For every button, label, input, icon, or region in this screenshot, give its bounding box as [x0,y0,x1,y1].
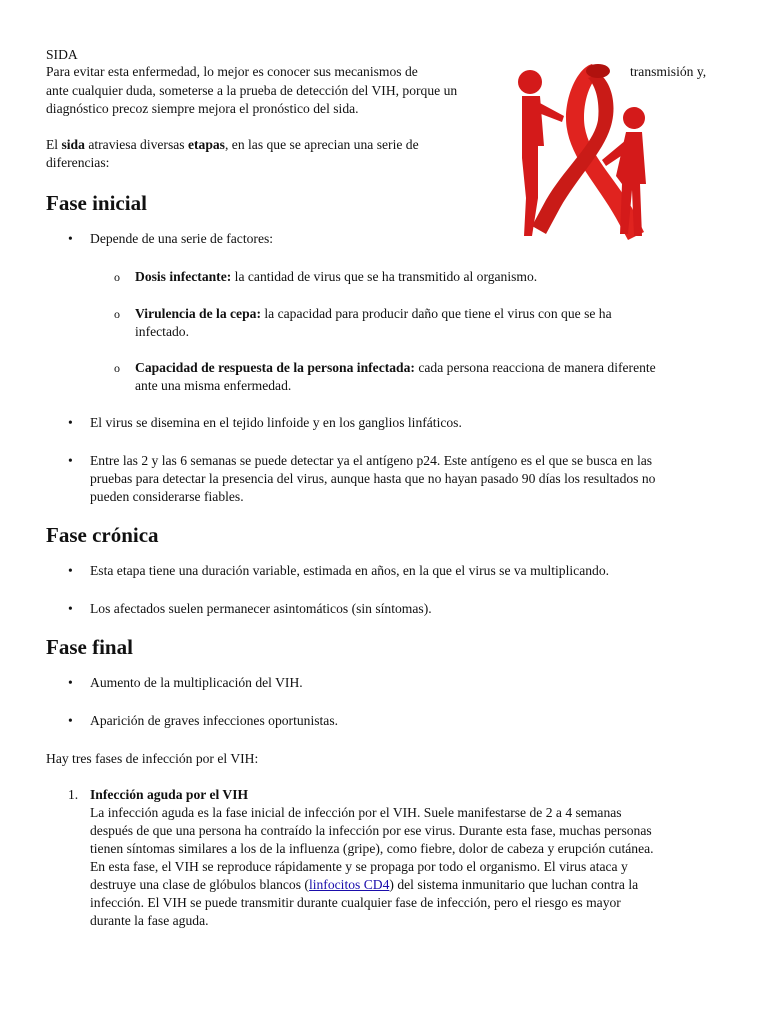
sub-item-text-2: ante una misma enfermedad. [135,378,292,393]
p2-text-c: atraviesa diversas [84,137,188,152]
p2-bold-sida: sida [61,137,85,152]
p2-text-a: El [46,137,62,152]
list-item [46,452,722,506]
figure-right-head [623,107,645,129]
sub-item-text: cada persona reacciona de manera diferente [414,360,656,375]
numbered-item [46,786,722,930]
intro-line-2: ante cualquier duda, someterse a la prueba de detección del VIH, porque un [46,83,458,98]
numbered-item-title: Infección aguda por el VIH [90,787,249,802]
intro-line-3: diagnóstico precoz siempre mejora el pronóstico del sida. [46,101,359,116]
sub-item-label: Virulencia de la cepa: [135,306,261,321]
intro-paragraph-2-line-2: diferencias: [46,155,110,170]
sub-item-label: Dosis infectante: [135,269,232,284]
bullet-icon: • [68,231,73,246]
list-item-text: Entre las 2 y las 6 semanas se puede detectar ya el antígeno p24. Este antígeno es el que se busca en las [90,453,653,468]
circle-bullet-icon: o [114,270,120,284]
bullet-icon: • [68,601,73,616]
p2-bold-etapas: etapas [187,137,225,152]
list-item-text-2: pruebas para detectar la presencia del virus, aunque hasta que no hayan pasado 90 días los resultados no [90,471,656,486]
numbered-item-line: después de que una persona ha contraído la infección por ese virus. Durante esta fase, muchas personas [90,823,652,838]
list-item [46,600,722,618]
bullet-icon: • [68,713,73,728]
sub-list-item [46,359,722,395]
numbered-item-line: destruye una clase de glóbulos blancos ( [90,877,309,892]
sub-item-text: la capacidad para producir daño que tiene el virus con que se ha [260,306,612,321]
list-item [46,562,722,580]
list-item [46,414,722,432]
list-item-text: Aparición de graves infecciones oportunistas. [90,713,339,728]
numbered-item-line: La infección aguda es la fase inicial de infección por el VIH. Suele manifestarse de 2 a 4 semanas [90,805,622,820]
list-item-text: Depende de una serie de factores: [90,231,274,246]
item-number: 1. [68,787,79,802]
numbered-item-line: En esta fase, el VIH se reproduce rápidamente y se propaga por todo el organismo. El virus ataca y [90,859,628,874]
heading-fase-inicial: Fase inicial [46,191,147,215]
sub-list-item [46,268,722,286]
ribbon-loop [586,64,610,78]
bullet-icon: • [68,415,73,430]
list-item [46,674,722,692]
circle-bullet-icon: o [114,307,120,321]
sub-item-text: la cantidad de virus que se ha transmitido al organismo. [231,269,538,284]
numbered-item-line: durante la fase aguda. [90,913,209,928]
list-item [46,712,722,730]
circle-bullet-icon: o [114,361,120,375]
list-item-text: Esta etapa tiene una duración variable, estimada en años, en la que el virus se va multiplicando. [90,563,610,578]
p2-text-e: , en las que se aprecian una serie de [224,137,419,152]
intro-line-1-left: Para evitar esta enfermedad, lo mejor es conocer sus mecanismos de [46,64,418,79]
bullet-icon: • [68,675,73,690]
red-ribbon-figures-image [504,58,656,244]
doc-title: SIDA [46,47,78,62]
heading-fase-final: Fase final [46,635,133,659]
link-linfocitos-cd4[interactable]: linfocitos CD4 [308,877,390,892]
numbered-item-line: ) del sistema inmunitario que luchan contra la [389,877,639,892]
list-item-text: Aumento de la multiplicación del VIH. [90,675,303,690]
figure-left-head [518,70,542,94]
sub-list-item [46,305,722,341]
heading-fase-cronica: Fase crónica [46,523,159,547]
sub-item-text-2: infectado. [135,324,189,339]
intro-line-1-right: transmisión y, [630,64,707,79]
sub-item-label: Capacidad de respuesta de la persona infectada: [135,360,415,375]
list-item-text: Los afectados suelen permanecer asintomáticos (sin síntomas). [90,601,432,616]
tres-fases-intro: Hay tres fases de infección por el VIH: [46,751,259,766]
bullet-icon: • [68,453,73,468]
bullet-icon: • [68,563,73,578]
numbered-item-line: tienen síntomas similares a los de la influenza (gripe), como fiebre, dolor de cabeza y erupción cutánea. [90,841,654,856]
numbered-item-line: infección. El VIH se puede transmitir durante cualquier fase de infección, pero el riesgo es mayor [90,895,621,910]
list-item-text: El virus se disemina en el tejido linfoide y en los ganglios linfáticos. [90,415,462,430]
list-item-text-3: pueden considerarse fiables. [90,489,244,504]
